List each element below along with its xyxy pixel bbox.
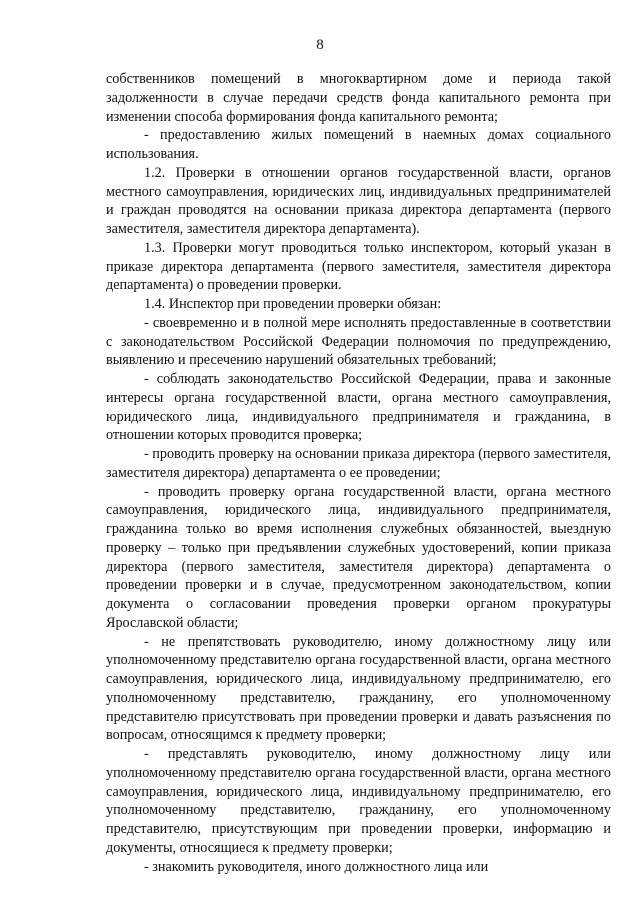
- paragraph-list-item: - соблюдать законодательство Российской Федерации, права и законные интересы органа государственной власти, органа местного самоуправления, юридического лица, индивидуального предпринимателя и гражданина, в отношении которых проводится проверка;: [106, 371, 611, 444]
- paragraph-list-item-truncated: - знакомить руководителя, иного должностного лица или: [144, 858, 489, 875]
- paragraph-list-item: - своевременно и в полной мере исполнять предоставленные в соответствии с законодательством Российской Федерации полномочия по предупреждению, выявлению и пресечению нарушений обязательных требований;: [106, 314, 611, 369]
- paragraph-list-item: - проводить проверку на основании приказа директора (первого заместителя, заместителя директора) департамента о ее проведении;: [106, 446, 611, 481]
- page-number: 8: [316, 37, 324, 53]
- paragraph-list-item: - предоставлению жилых помещений в наемных домах социального использования.: [106, 127, 611, 162]
- paragraph-list-item: - не препятствовать руководителю, иному должностному лицу или уполномоченному представителю органа государственной власти, органа местного самоуправления, юридического лица, индивидуальному предпринимателю, его уполномоченному представителю, гражданину, его уполномоченному представителю присутствовать при проведении проверки и давать разъяснения по вопросам, относящимся к предмету проверки;: [106, 633, 611, 744]
- paragraph-list-item: - проводить проверку органа государственной власти, органа местного самоуправления, юридического лица, индивидуального предпринимателя, гражданина только во время исполнения служебных обязанностей, выездную проверку – только при предъявлении служебных удостоверений, копии приказа директора (первого заместителя, заместителя директора) департамента о проведении проверки и в случае, предусмотренном законодательством, копии документа о согласовании проведения проверки органом прокуратуры Ярославской области;: [106, 483, 611, 631]
- paragraph-section-1-3: 1.3. Проверки могут проводиться только инспектором, который указан в приказе директора департамента (первого заместителя, заместителя директора департамента) о проведении проверки.: [106, 239, 611, 294]
- paragraph-section-1-2: 1.2. Проверки в отношении органов государственной власти, органов местного самоуправления, юридических лиц, индивидуальных предпринимателей и граждан проводятся на основании приказа директора департамента (первого заместителя, заместителя директора департамента).: [106, 164, 611, 237]
- paragraph-list-item: - представлять руководителю, иному должностному лицу или уполномоченному представителю органа государственной власти, органа местного самоуправления, юридического лица, индивидуальному предпринимателю, его уполномоченному представителю, гражданину, его уполномоченному представителю, присутствующим при проведении проверки, информацию и документы, относящиеся к предмету проверки;: [106, 746, 611, 856]
- paragraph-continuation: собственников помещений в многоквартирном доме и периода такой задолженности в случае передачи средств фонда капитального ремонта при изменении способа формирования фонда капитального ремонта;: [106, 71, 611, 125]
- document-body: [106, 70, 611, 876]
- paragraph-section-1-4: 1.4. Инспектор при проведении проверки обязан:: [144, 296, 442, 312]
